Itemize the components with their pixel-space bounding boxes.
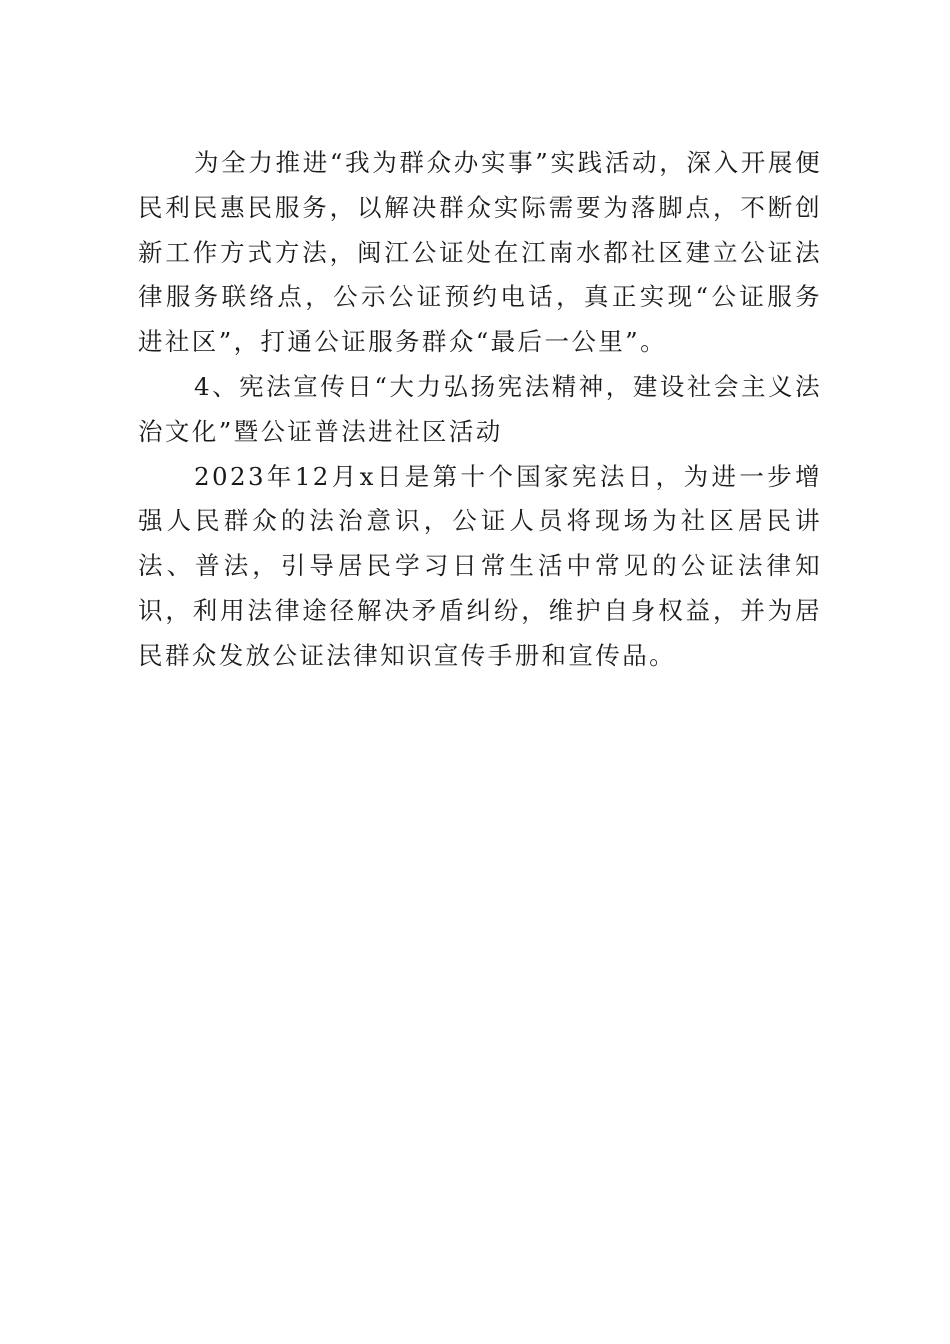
document-body: [138, 141, 822, 679]
paragraph-constitution-day: 2023年12月x日是第十个国家宪法日，为进一步增强人民群众的法治意识，公证人员将现场为社区居民讲法、普法，引导居民学习日常生活中常见的公证法律知识，利用法律途径解决矛盾纠纷，维护自身权益，并为居民群众发放公证法律知识宣传手册和宣传品。: [138, 461, 822, 670]
paragraph-service-outreach: 为全力推进“我为群众办实事”实践活动，深入开展便民利民惠民服务，以解决群众实际需要为落脚点，不断创新工作方式方法，闽江公证处在江南水都社区建立公证法律服务联络点，公示公证预约电话，真正实现“公证服务进社区”，打通公证服务群众“最后一公里”。: [138, 148, 822, 357]
section-heading-constitution-day: 4、宪法宣传日“大力弘扬宪法精神，建设社会主义法治文化”暨公证普法进社区活动: [138, 371, 822, 446]
